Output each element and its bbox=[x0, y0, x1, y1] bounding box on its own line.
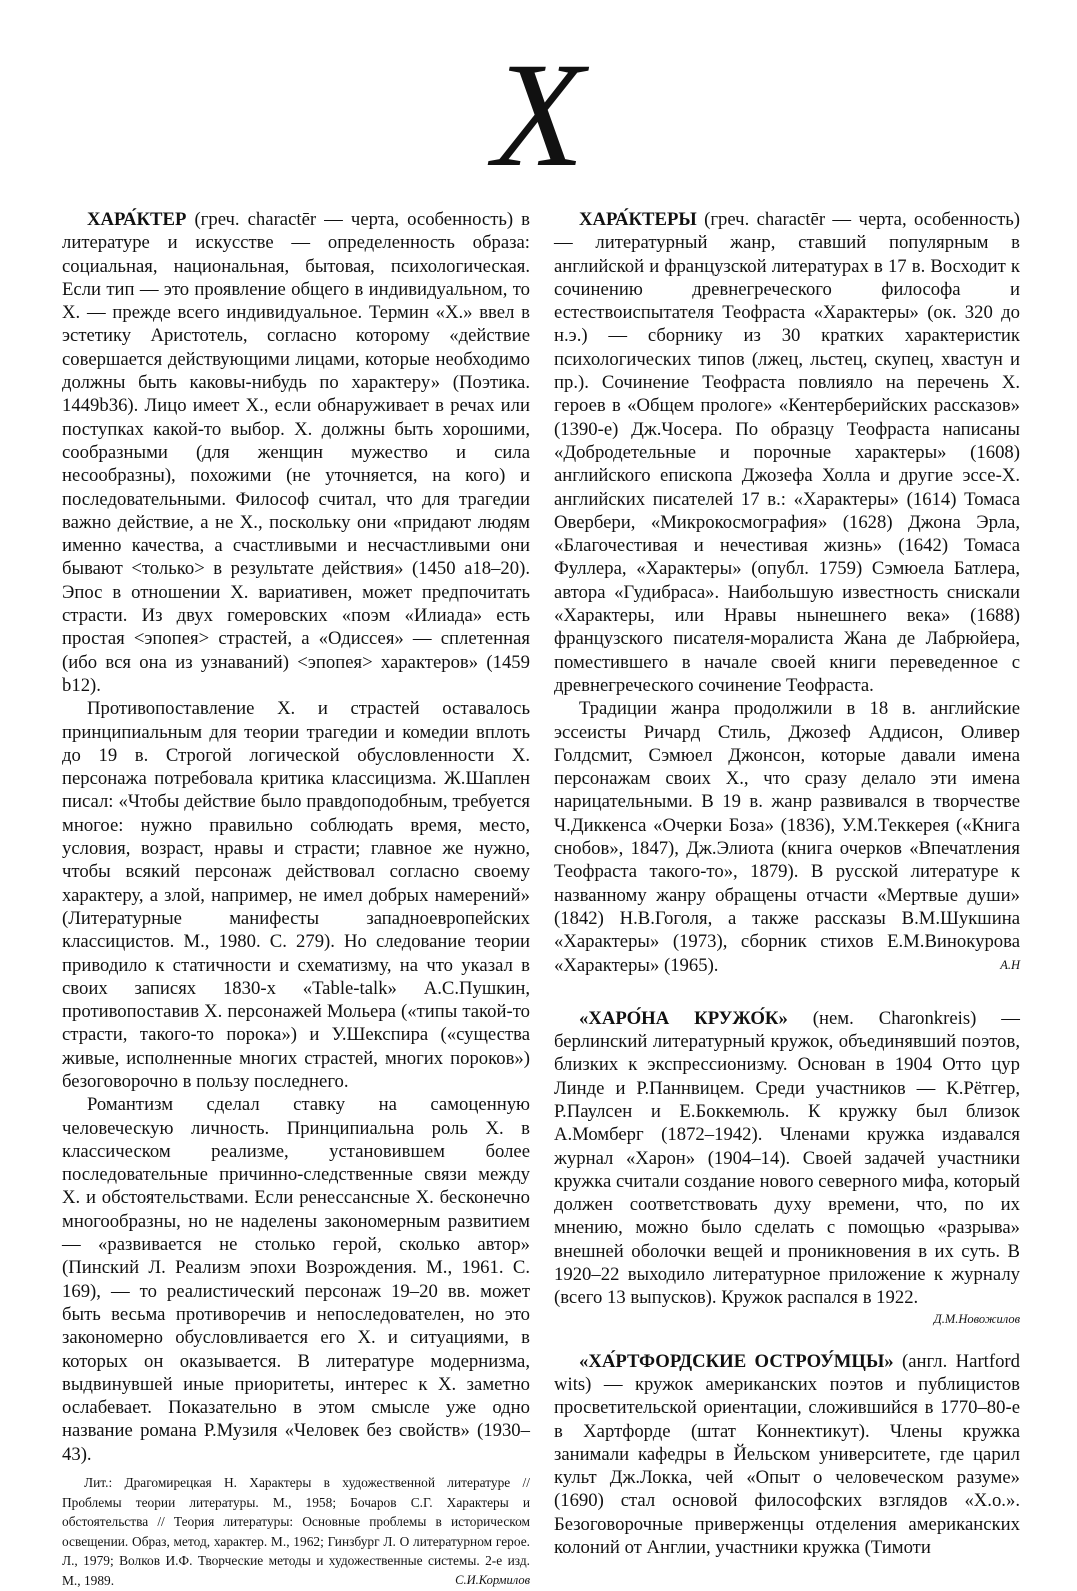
article-headword: ХАРА́КТЕРЫ bbox=[579, 209, 697, 230]
article-headword: «ХАРО́НА КРУЖО́К» bbox=[579, 1007, 788, 1029]
article-text: (англ. Hartford wits) — кружок американских поэтов и публицистов просветительской ориентации, сложившийся в 1770–80-е в Хартфорде (штат Коннектикут). Члены кружка занимали кафедры в Йельском университете, где царил культ Дж.Локка, чей «Опыт о человеческом разуме» (1690) стал основой философских взглядов «Х.о.». Безоговорочные приверженцы отделения американских колоний от Англии, участники кружка (Тимоти bbox=[554, 1350, 1020, 1559]
article-headword: ХАРА́КТЕР bbox=[87, 209, 187, 230]
article-haraktery-intro bbox=[554, 208, 1020, 697]
author-signature: Д.М.Новожилов bbox=[933, 1311, 1020, 1326]
article-text: (нем. Charonkreis) — берлинский литературный кружок, объединявший поэтов, близких к экспрессионизму. Основан в 1904 Отто цур Линде и Р.Паннвицем. Среди участников — К.Рётгер, Р.Паулсен и Е.Боккемюль. К кружку был близок А.Момберг (1872–1942). Членами кружка издавался журнал «Харон» (1904–14). Своей задачей участники кружка считали создание нового северного мифа, который должен соответствовать духу времени, что, по их мнению, можно было сделать с помощью «разрыва» внешней оболочки вещей и проникновения в их суть. В 1920–22 выходило литературное приложение к журналу (всего 13 выпусков). Кружок распался в 1922. bbox=[554, 1007, 1020, 1309]
article-charon bbox=[554, 1007, 1020, 1310]
article-hartford-wits bbox=[554, 1350, 1020, 1560]
literature-list bbox=[62, 1473, 530, 1591]
article-paragraph: Романтизм сделал ставку на самоценную человеческую личность. Принципиальна роль Х. в классическом реализме, установившем более последовательные причинно-следственные связи между Х. и обстоятельствами. Если ренессансные Х. бесконечно многообразны, но не наделены закономерным развитием — «развивается не столько герой, сколько автор» (Пинский Л. Реализм эпохи Возрождения. М., 1961. С. 169), — то реалистический персонаж 19–20 вв. может быть весьма противоречив и непоследователен, но это закономерно обусловливается его Х. и ситуациями, в которых он оказывается. В литературе модернизма, выдвинувшей иные приоритеты, интерес к Х. заметно ослабевает. Показательно в этом смысле уже одно название романа Р.Музиля «Человек без свойств» (1930–43). bbox=[62, 1094, 530, 1465]
article-headword: «ХА́РТФОРДСКИЕ ОСТРОУ́МЦЫ» bbox=[579, 1350, 894, 1372]
article-text: (греч. charactēr — черта, особенность) — литературный жанр, ставший популярным в английской и французской литературах в 17 в. Восходит к сочинению древнегреческого философа и естествоиспытателя Теофраста «Характеры» (ок. 320 до н.э.) — сборнику из 30 кратких характеристик психологических типов (лжец, льстец, скупец, хвастун и пр.). Сочинение Теофраста повлияло на перечень Х. героев в «Общем прологе» «Кентерберийских рассказов» (1390-е) Дж.Чосера. По образцу Теофраста написаны «Добродетельные и порочные характеры» (1608) английского епископа Джозефа Холла и другие эссе-Х. английских писателей 17 в.: «Характеры» (1614) Томаса Овербери, «Микрокосмография» (1628) Джона Эрла, «Благочестивая и нечестивая жизнь» (1642) Томаса Фуллера, «Характеры» (опубл. 1759) Сэмюела Батлера, автора «Гудибраса». Наибольшую известность снискали «Характеры, или Нравы нынешнего века» (1688) французского писателя-моралиста Жана де Лабрюйера, поместившего в начале своей книги переведенное с древнегреческого сочинение Теофраста. bbox=[554, 209, 1020, 696]
article-harakter-intro bbox=[62, 208, 530, 697]
article-text: (греч. charactēr — черта, особенность) в литературе и искусстве — определенность образа: социальная, национальная, бытовая, психологическая. Если тип — это проявление общего в индивидуальном, то Х. — прежде всего индивидуальное. Термин «Х.» ввел в эстетику Аристотель, согласно которому «действие совершается действующими лицами, которые необходимо должны быть каковы-нибудь по характеру» (Поэтика. 1449b36). Лицо имеет Х., если обнаруживает в речах или поступках какой-то выбор. Х. должны быть хорошими, сообразными (для женщин мужество и сила несообразны), похожими (не уточняется, на кого) и последовательными. Философ считал, что для трагедии важно действие, а не Х., поскольку они «придают людям именно качества, а счастливыми и несчастливыми они бывают <только> в результате действия» (1450 a18–20). Эпос в отношении Х. вариативен, может предпочитать страсти. Из двух гомеровских «поэм «Илиада» есть простая <эпопея> страстей, а «Одиссея» — сплетенная (ибо вся она из узнаваний) <эпопея> характеров» (1459 b12). bbox=[62, 209, 530, 696]
section-letter: X bbox=[492, 32, 585, 198]
right-column bbox=[554, 208, 1020, 1559]
article-text: Традиции жанра продолжили в 18 в. английские эссеисты Ричард Стиль, Джозеф Аддисон, Оливер Голдсмит, Сэмюел Джонсон, которые давали имена персонажам своих Х., что сразу делало эти имена нарицательными. В 19 в. жанр развивался в творчестве Ч.Диккенса «Очерки Боза» (1836), У.М.Теккерея («Книга снобов», 1847), Дж.Элиота (книга очерков «Впечатления Теофраста такого-то», 1879). В русской литературе к названному жанру обращены отчасти «Мертвые души» (1842) Н.В.Гоголя, а также рассказы В.М.Шукшина «Характеры» (1973), сборник стихов Е.М.Винокурова «Характеры» (1965). bbox=[554, 698, 1020, 976]
author-signature: С.И.Кормилов bbox=[455, 1573, 530, 1587]
article-paragraph: Противопоставление Х. и страстей оставалось принципиальным для теории трагедии и комедии вплоть до 19 в. Строгой логической обусловленности Х. персонажа потребовала критика классицизма. Ж.Шаплен писал: «Чтобы действие было правдоподобным, требуется многое: нужно правильно соблюдать время, место, условия, возраст, нравы и страсти; главное же нужно, чтобы всякий персонаж действовал согласно своему характеру, а злой, например, не имел добрых намерений» (Литературные манифесты западноевропейских классицистов. М., 1980. С. 279). Но следование теории приводило к статичности и схематизму, на что указал в своих записях 1830-х «Table-talk» А.С.Пушкин, противопоставив Х. персонажей Мольера («типы такой-то страсти, такого-то порока») и У.Шекспира («существа живые, исполненные многих страстей, многих пороков») безоговорочно в пользу последнего. bbox=[62, 698, 530, 1092]
literature-text: Лит.: Драгомирецкая Н. Характеры в художественной литературе // Проблемы теории литературы. М., 1958; Бочаров С.Г. Характеры и обстоятельства // Теория литературы: Основные проблемы в историческом освещении. Образ, метод, характер. М., 1962; Гинзбург Л. О литературном герое. Л., 1979; Волков И.Ф. Творческие методы и художественные системы. 2-е изд. М., 1989. bbox=[62, 1475, 530, 1588]
left-column bbox=[62, 208, 530, 1591]
article-paragraph bbox=[554, 697, 1020, 977]
author-signature: А.Н bbox=[1000, 957, 1020, 972]
